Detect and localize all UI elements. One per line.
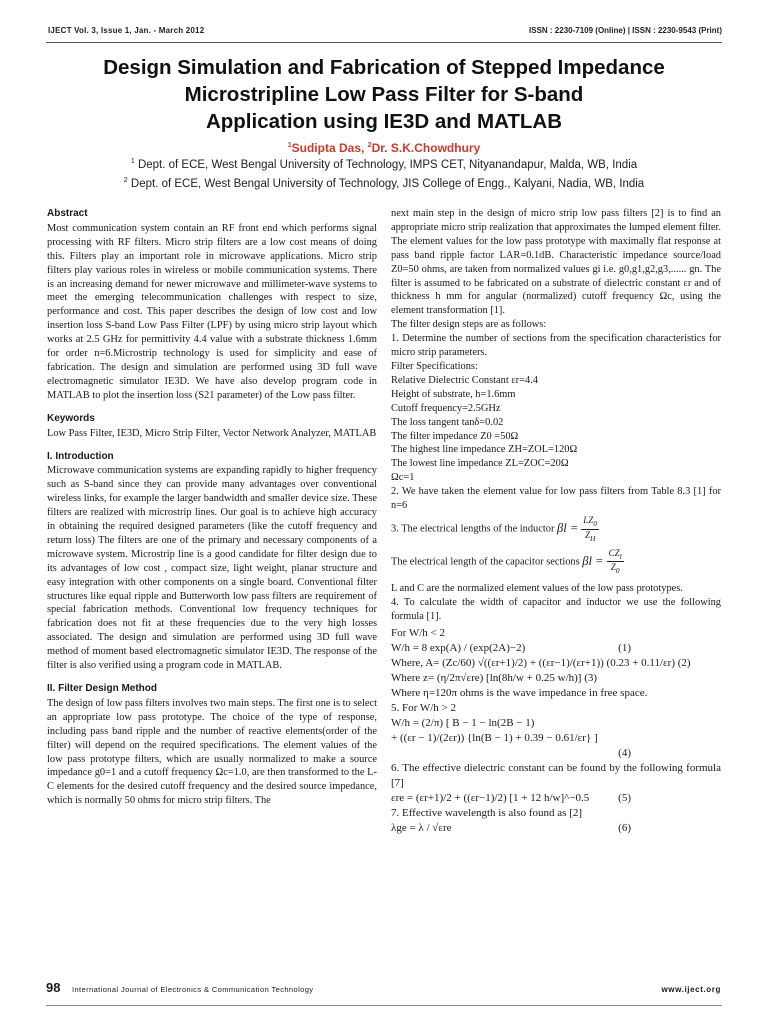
spec-item: The highest line impedance ZH=ZOL=120Ω xyxy=(391,444,578,456)
abstract-text: Most communication system contain an RF front end which performs signal processing with RF filters. Micro strip filters are a low cost means of doing this. Filters play an important role in microwave applications. Micro strip filters play various roles in wireless or mobile communication systems. There is an increasing demand for newer microwave and millimeter-wave systems to meet the emerging telecommunication challenges with respect to size, performance and cost. This paper describes the design of low cost and low insertion loss S-band Low Pass Filter (LPF) by using micro strip layout which works at 2.5 GHz for permittivity 4.4 value with a substrate thickness 1.6mm for order n=6.Microstrip technology is used for simplicity and ease of fabrication. The design and simulation are performed using 3D full wave electromagnetic simulator IE3D. We have also develop program code in MATLAB to plot the insertion loss (S21 parameter) of the Low pass filter. xyxy=(47,222,377,401)
footer-website: www.iject.org xyxy=(661,985,721,994)
equation-3 xyxy=(391,671,721,686)
keywords-text: Low Pass Filter, IE3D, Micro Strip Filter, Vector Network Analyzer, MATLAB xyxy=(47,427,377,439)
condition-w-gt-2: 5. For W/h > 2 xyxy=(391,701,456,714)
author-affil-mark: 1 xyxy=(287,142,292,149)
affiliation-1 xyxy=(0,158,768,171)
equation-1-body: W/h = 8 exp(A) / (exp(2A)−2) xyxy=(391,641,526,654)
author-name: Sudipta Das, xyxy=(291,141,368,155)
affiliation-text: Dept. of ECE, West Bengal University of Technology, JIS College of Engg., Kalyani, Nadia, WB, India xyxy=(127,177,645,190)
capacitor-length xyxy=(391,548,721,577)
spec-item: The filter impedance Z0 =50Ω xyxy=(391,430,519,442)
spec-item: The loss tangent tanδ=0.02 xyxy=(391,416,504,428)
footer-rule xyxy=(46,1005,722,1006)
equation-4a: W/h = (2/π) [ B − 1 − ln(2B − 1) xyxy=(391,716,535,729)
equation-5 xyxy=(391,791,721,806)
eta-note: Where η=120π ohms is the wave impedance in free space. xyxy=(391,686,648,699)
step-1: 1. Determine the number of sections from the specification characteristics for micro strip parameters. xyxy=(391,333,721,359)
spec-item: Ωc=1 xyxy=(391,472,415,484)
step-6: 6. The effective dielectric constant can be found by the following formula [7] xyxy=(391,761,721,789)
equation-2-body: Where, A= (Zc/60) √((εr+1)/2) + ((εr−1)/(εr+1)) (0.23 + 0.11/εr) xyxy=(391,656,675,669)
step-4: 4. To calculate the width of capacitor and inductor we use the following formula [1]. xyxy=(391,597,721,622)
equation-2 xyxy=(391,656,721,671)
paper-title xyxy=(40,54,728,135)
introduction-text: Microwave communication systems are expanding rapidly to higher frequency such as S-band since they can provide many advantages over conventional wireless links, for example the larger bandwidth and smaller device size. These filters are realized with microstrip lines. Our goal is to achieve high accuracy in obtaining the required designed parameters (like the cutoff frequency and return loss) The filters are one of the primary and necessary components of a microwave system. Microstrip line is a good candidate for filter design due to its advantages of low cost , compact size, light weight, planar structure and easy integration with other components on a single board. Conventional filter structures like equal ripple and Butterworth low pass filters are requirement of special fabrication methods. Conventional low frequency techniques for fabrication does not fit at these frequencies due to the very high losses associated. The design and simulation are performed using 3D full wave method of moment based electromagnetic simulator IE3D. The response of the filter is also verified using a program code in MATLAB. xyxy=(47,465,377,672)
equation-1 xyxy=(391,641,721,656)
running-header-journal: IJECT Vol. 3, Issue 1, Jan. - March 2012 xyxy=(48,26,205,35)
equation-5-number: (5) xyxy=(618,791,631,804)
equation-4b: + ((εr − 1)/(2εr)) {ln(B − 1) + 0.39 − 0.61/εr} ] xyxy=(391,731,598,744)
equation-6-number: (6) xyxy=(618,821,631,834)
spec-item: Cutoff frequency=2.5GHz xyxy=(391,402,501,414)
affiliation-text: Dept. of ECE, West Bengal University of Technology, IMPS CET, Nityanandapur, Malda, WB, India xyxy=(134,158,638,171)
keywords-heading: Keywords xyxy=(47,412,95,424)
capacitor-length-formula: βl = $\frac{CZ_l}{Z_0}$ xyxy=(582,547,622,576)
step-2: 2. We have taken the element value for low pass filters from Table 8.3 [1] for n=6 xyxy=(391,486,721,512)
step-3-text: 3. The electrical lengths of the inductor xyxy=(391,523,555,535)
right-column xyxy=(391,207,721,836)
step-3 xyxy=(391,515,721,544)
affiliation-mark: 1 xyxy=(130,158,135,165)
author-affil-mark: 2 xyxy=(367,142,372,149)
spec-item: Relative Dielectric Constant εr=4.4 xyxy=(391,374,538,386)
spec-item: The lowest line impedance ZL=ZOC=20Ω xyxy=(391,458,569,470)
spec-item: Height of substrate, h=1.6mm xyxy=(391,388,516,400)
equation-3-number: (3) xyxy=(584,671,598,684)
footer-journal-name: International Journal of Electronics & Communication Technology xyxy=(72,985,314,994)
capacitor-length-text: The electrical length of the capacitor sections xyxy=(391,556,580,568)
inductor-length-formula: βl = $\frac{LZ_0}{Z_H}$ xyxy=(557,514,598,543)
lc-note: L and C are the normalized element values of the low pass prototypes. xyxy=(391,583,683,595)
equations xyxy=(391,626,721,836)
equation-5-body: εre = (εr+1)/2 + ((εr−1)/2) [1 + 12 h/w]^−0.5 xyxy=(391,791,590,804)
method-text: The design of low pass filters involves two main steps. The first one is to select an appropriate low pass prototype. The choice of the type of response, including pass band ripple and the number of reactive elements(order of the filter) will depend on the required specifications. The element values of the low pass prototype filters, which are usually normalized to make a source impedance g0=1 and a cutoff frequency Ωc=1.0, are then transformed to the L-C elements for the desired cutoff frequency and the desired source impedance, which is normally 50 ohms for micro strip filters. The xyxy=(47,697,377,807)
title-line: Application using IE3D and MATLAB xyxy=(205,110,563,133)
running-header-issn: ISSN : 2230-7109 (Online) | ISSN : 2230-9543 (Print) xyxy=(529,26,722,35)
author-name: Dr. S.K.Chowdhury xyxy=(371,141,481,155)
left-column xyxy=(47,207,377,808)
header-rule xyxy=(46,42,722,43)
equation-2-number: (2) xyxy=(677,656,691,669)
introduction-heading: I. Introduction xyxy=(47,450,114,462)
title-line: Microstripline Low Pass Filter for S-band xyxy=(184,83,584,106)
page-number: 98 xyxy=(46,980,61,995)
condition-w-lt-2: For W/h < 2 xyxy=(391,626,445,639)
step-7: 7. Effective wavelength is also found as [2] xyxy=(391,806,583,819)
abstract-heading: Abstract xyxy=(47,208,88,219)
equation-1-number: (1) xyxy=(618,641,631,654)
author-list xyxy=(0,141,768,155)
spec-heading: Filter Specifications: xyxy=(391,360,478,372)
equation-6 xyxy=(391,821,721,836)
design-paragraph: next main step in the design of micro strip low pass filters [2] is to find an appropriate micro strip realization that approximates the lumped element filter. The element values for the low pass prototype with maximally flat response at pass band ripple factor LAR=0.1dB. Characteristic impedance source/load Z0=50 ohms, are taken from normalized values gi i.e. g0,g1,g2,g3,...... gn. The filter is assumed to be fabricated on a substrate of dielectric constant εr and of thickness h mm for angular (normalized) cutoff frequency Ωc, using the element transformation [1]. xyxy=(391,208,721,317)
affiliation-mark: 2 xyxy=(123,177,128,184)
steps-intro: The filter design steps are as follows: xyxy=(391,319,547,331)
equation-3-body: Where z= (η/2π√εre) [ln(8h/w + 0.25 w/h)] xyxy=(391,671,582,684)
title-line: Design Simulation and Fabrication of Stepped Impedance xyxy=(103,56,665,79)
method-heading: II. Filter Design Method xyxy=(47,683,158,694)
equation-6-body: λge = λ / √εre xyxy=(391,821,452,834)
affiliation-2 xyxy=(0,177,768,190)
equation-4 xyxy=(391,746,721,761)
equation-4-number: (4) xyxy=(618,746,631,759)
